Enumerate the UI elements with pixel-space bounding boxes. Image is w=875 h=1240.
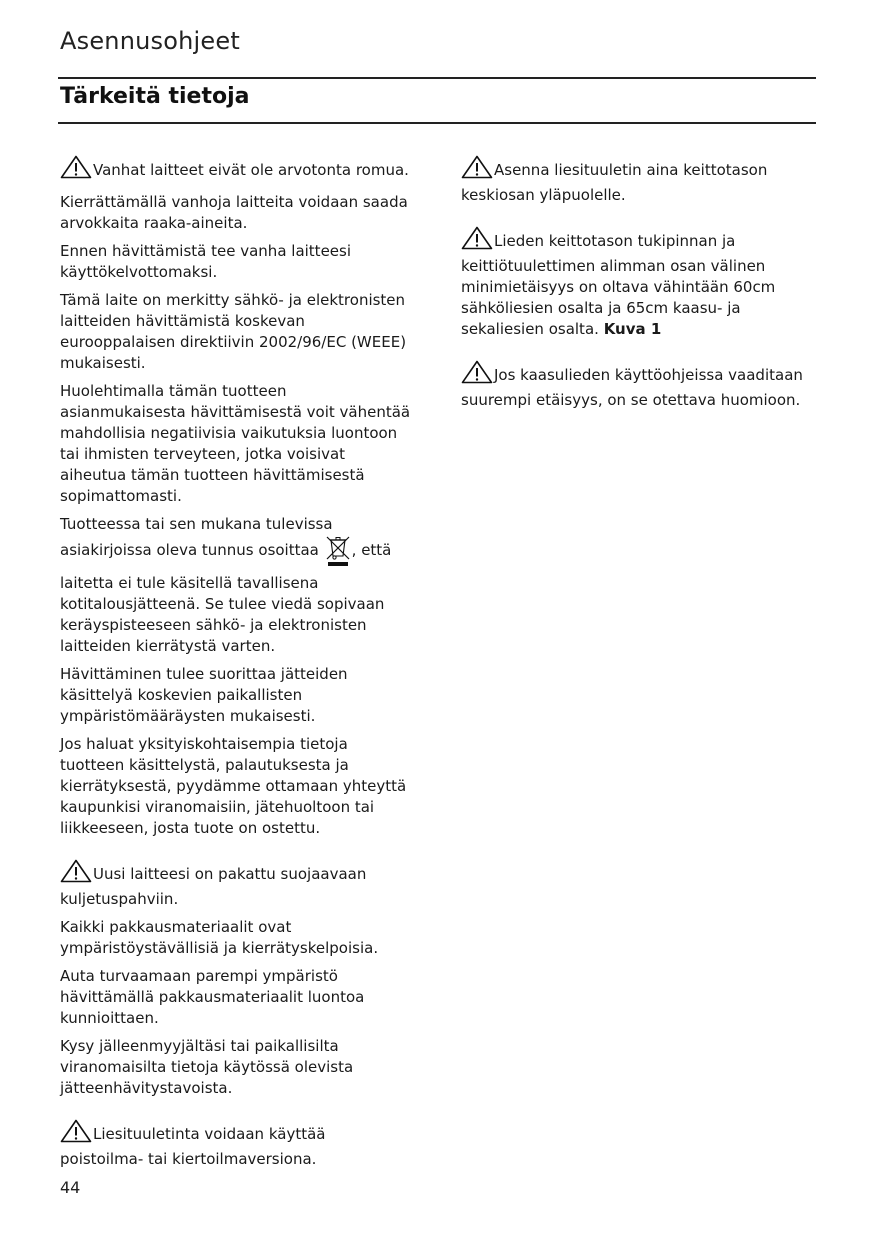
- warning-triangle-icon: [60, 155, 92, 185]
- left-column: [60, 152, 412, 1177]
- warning-text: Vanhat laitteet eivät ole arvotonta romua.: [93, 161, 409, 179]
- crossed-out-wheelie-bin-icon: [325, 535, 351, 573]
- paragraph-proper-disposal: Huolehtimalla tämän tuotteen asianmukaisesta hävittämisestä voit vähentää mahdollisia negatiivisia vaikutuksia luontoon tai ihmisten terveyteen, jotka voisivat aiheutua tämän tuotteen hävittämisestä sopimattomasti.: [60, 382, 411, 505]
- warning-triangle-icon: [461, 155, 493, 185]
- warning-triangle-icon: [461, 360, 493, 390]
- page-number: 44: [60, 1178, 81, 1197]
- section-title: Tärkeitä tietoja: [60, 84, 250, 109]
- header-title: Asennusohjeet: [60, 27, 240, 55]
- header-rule-bottom: [58, 122, 816, 124]
- warning-text: Liesituuletinta voidaan käyttää poistoilma- tai kiertoilmaversiona.: [60, 1125, 326, 1168]
- warning-triangle-icon: [461, 226, 493, 256]
- paragraph-weee-symbol: [60, 514, 412, 657]
- warning-paragraph-minimum-distance: [461, 226, 816, 340]
- paragraph-more-information: Jos haluat yksityiskohtaisempia tietoja tuotteen käsittelystä, palautuksesta ja kierrätyksestä, pyydämme ottamaan yhteyttä kaupunkisi viranomaisiin, jätehuoltoon tai liikkeeseen, josta tuote on ostettu.: [60, 735, 407, 837]
- paragraph-better-environment: Auta turvaamaan parempi ympäristö hävittämällä pakkausmateriaalit luontoa kunnioittaen.: [60, 967, 365, 1027]
- paragraph-ask-dealer: Kysy jälleenmyyjältäsi tai paikallisilta viranomaisilta tietoja käytössä olevista jätteenhävitystavoista.: [60, 1037, 354, 1097]
- warning-text: Uusi laitteesi on pakattu suojaavaan kuljetuspahviin.: [60, 865, 367, 908]
- warning-triangle-icon: [60, 859, 92, 889]
- warning-paragraph-install-centered: [461, 155, 816, 206]
- warning-triangle-icon: [60, 1119, 92, 1149]
- warning-text: Lieden keittotason tukipinnan ja keittiötuulettimen alimman osan välinen minimietäisyys on oltava vähintään 60cm sähköliesien osalta ja 65cm kaasu- ja sekaliesien osalta.: [461, 232, 776, 338]
- warning-text: Jos kaasulieden käyttöohjeissa vaaditaan suurempi etäisyys, on se otettava huomioon.: [461, 366, 803, 409]
- header-rule-top: [58, 77, 816, 79]
- paragraph-local-regulations: Hävittäminen tulee suorittaa jätteiden käsittelyä koskevien paikallisten ympäristömääräysten mukaisesti.: [60, 665, 348, 725]
- warning-text: Asenna liesituuletin aina keittotason keskiosan yläpuolelle.: [461, 161, 768, 204]
- paragraph-text: Tuotteessa tai sen mukana tulevissa asiakirjoissa oleva tunnus osoittaa: [60, 515, 333, 559]
- paragraph-packaging-recyclable: Kaikki pakkausmateriaalit ovat ympäristöystävällisiä ja kierrätyskelpoisia.: [60, 918, 379, 957]
- right-column: [461, 152, 816, 418]
- paragraph-disable-appliance: Ennen hävittämistä tee vanha laitteesi käyttökelvottomaksi.: [60, 242, 352, 281]
- warning-paragraph-old-appliances: [60, 155, 412, 185]
- paragraph-weee-directive: Tämä laite on merkitty sähkö- ja elektronisten laitteiden hävittämistä koskevan eurooppalaisen direktiivin 2002/96/EC (WEEE) mukaisesti.: [60, 291, 407, 372]
- paragraph-recycling: Kierrättämällä vanhoja laitteita voidaan saada arvokkaita raaka-aineita.: [60, 193, 408, 232]
- warning-paragraph-packaging: [60, 859, 412, 910]
- warning-paragraph-gas-hob-distance: [461, 360, 816, 411]
- paragraph-text: , että laitetta ei tule käsitellä tavallisena kotitalousjätteenä. Se tulee viedä sopivaan keräyspisteeseen sähkö- ja elektronisten laitteiden kierrätystä varten.: [60, 541, 392, 655]
- warning-paragraph-exhaust-recirculation: [60, 1119, 412, 1170]
- figure-reference: Kuva 1: [603, 320, 662, 338]
